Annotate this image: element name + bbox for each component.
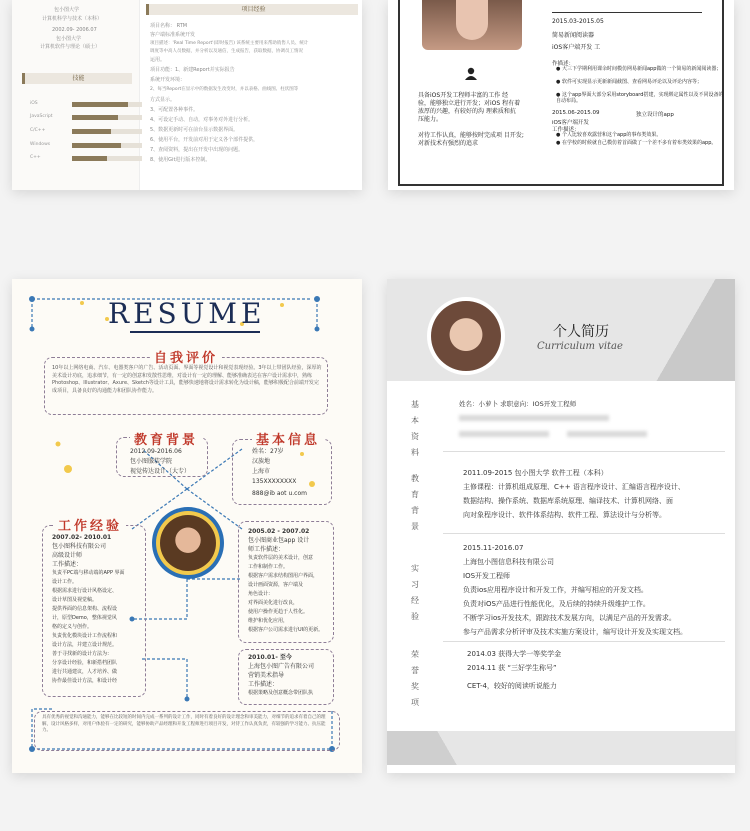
section-label-basic [387, 397, 443, 461]
exp-bullet: ● 软件可实现显示更新新闻截图、查看网易评论以及评论内容等； [556, 79, 702, 85]
summary-line: 验，能够独立进行开发；对iOS 程有着 [418, 100, 521, 107]
work-line: 参与产品需求分析评审及技术实施方案设计，编写设计开发及实现文档。 [463, 628, 687, 636]
education-heading: 教育背景 [130, 429, 202, 448]
work-line: 设计草图及视觉稿。 [52, 597, 98, 603]
basic-info-line: 姓名：27岁 [252, 448, 284, 455]
project-line: 5、数据更新时可在前台显示数据界面。 [150, 127, 239, 133]
work-line: 设计画面资源，客户端及 [248, 582, 304, 588]
project-line: 4、可设定手动、自动，对事务对外进行分析。 [150, 117, 254, 123]
resume-subtitle: Curriculum vitae [537, 341, 623, 352]
summary-line: 对待工作认真，能够按时完成项 目开发; [418, 132, 524, 139]
project-name: 项目名称： RTM [150, 23, 188, 29]
resume-preview-card-2[interactable] [388, 0, 734, 190]
self-summary [418, 92, 538, 148]
project-line: 运用。 [150, 57, 166, 63]
section-label-text: 基本资料 [411, 400, 419, 457]
education-line: 向对象程序设计、软件体系结构、软件工程、算法设计与分析等。 [463, 511, 666, 519]
award-line: 2014.11 获 “三好学生称号” [467, 664, 557, 672]
work-line: 上海包小图信息科技有限公司 [463, 558, 554, 566]
project-line: 6、使用平台，开发前对用于定义各个部件提供， [150, 137, 259, 143]
basic-info-line: 上海市 [252, 468, 271, 475]
section-label-text: 实习经验 [411, 564, 419, 621]
work-line: 负责优化模块设计工作流程和 [52, 633, 118, 639]
section-label-internship [387, 561, 443, 625]
basic-info-heading: 基本信息 [252, 429, 324, 448]
work-line: 高级设计师 [52, 552, 83, 559]
work-line: 进行共通建议，人才培养、做 [52, 669, 118, 675]
work-line: 上海包小图广告有限公司 [248, 663, 315, 670]
work-line: 根据客户公司需求进行UI的更新。 [248, 627, 324, 633]
work-line: 师工作描述： [248, 546, 285, 553]
work-line: 协作最佳设计方法，和设计经 [52, 678, 118, 684]
skill-bar [72, 143, 142, 148]
title-underline [130, 331, 260, 333]
exp-title: 简易新闻阅读器 [552, 32, 595, 39]
work-line: 设计方法，并建立设计规范。 [52, 642, 118, 648]
work-line: 2005.02 - 2007.02 [248, 528, 310, 535]
section-label-text: 荣誉奖项 [411, 650, 419, 707]
exp-bullet: ● 在学校的时候就自己模仿着首面做了一个差不多有着布类效果的app。 [556, 140, 717, 146]
project-line: 调度等中高人员数据，并分析以及通信，生成报告，获取数据，协调员工情况 [150, 49, 303, 54]
self-evaluation-heading: 自我评价 [150, 347, 222, 366]
skill-name: Windows [30, 142, 51, 147]
skill-bar [72, 156, 142, 161]
work-right-top-text [248, 527, 332, 635]
work-line: 根据需求进行设计风格设定、 [52, 588, 118, 594]
work-line: 负责对iOS产品进行性能优化，及后续的持续升级维护工作。 [463, 600, 650, 608]
work-line: 工作描述： [248, 681, 279, 688]
basic-info-line: 888@ib aot u.com [252, 490, 307, 497]
award-line: CET-4，较好的阅读听说能力 [467, 682, 557, 690]
project-line: 方式显示。 [150, 97, 176, 103]
project-line: 2、每当Report在显示中的数据发生改变时，并以表格、曲线图、柱状图等 [150, 87, 299, 92]
edu-line: 2002.09- 2006.07 [52, 27, 97, 33]
self-evaluation-text: 10年以上网络电商、汽车、电器类客户的广告、活动页面、界面等视觉设计和视觉表现经验。3年以上带团队经验，深厚的美术设计功底，追求细节，有一定的创意和发散性思维，对设计有一定的理解、能够准确表达在客户设计需求中，熟练Photoshop、Illustrator、Axure、Sketch等设计工具，能够快速地将设计需求转化为设计稿，能够积极配合前端开发完成项目，具备良好的沟通能力和团队协作能力。 [52, 365, 322, 394]
basic-info-line: 姓名：小萝卜 求职意向：IOS开发工程师 [459, 400, 577, 408]
work-line: 包小图科技有限公司 [52, 543, 107, 550]
skill-bar-fill [72, 102, 128, 107]
skill-bar-fill [72, 115, 118, 120]
exp-desc-label: 工作描述： [552, 127, 580, 133]
work-line: 不断学习ios开发技术，跟踪技术发展方向，以满足产品的开发需求。 [463, 614, 676, 622]
education-line: 视觉传达设计（大专） [130, 468, 191, 475]
avatar [152, 507, 224, 579]
education-line: 包小图服装学院 [130, 458, 173, 465]
work-line: 对界面美化进行改良， [248, 600, 299, 606]
exp-role: iOS客户端开发 [552, 120, 589, 126]
work-line: 2007.02- 2010.01 [52, 534, 112, 541]
skill-bar [72, 115, 142, 120]
education-line: 数据结构、操作系统、数据库系统原理、编译技术、计算机网络、面 [463, 497, 673, 505]
work-line: 负责ios应用程序设计和开发工作，并编写相应的开发文档。 [463, 586, 648, 594]
education-line: 2012.09-2016.06 [130, 448, 182, 455]
work-line: 角色设计： [248, 591, 274, 597]
summary-line: 压能力。 [418, 116, 443, 123]
divider [552, 12, 702, 13]
header-slant [637, 279, 735, 381]
work-line: IOS开发工程师 [463, 572, 511, 580]
blurred-info [459, 415, 609, 421]
section-divider [443, 451, 725, 452]
basic-info-line: 135XXXXXXXX [252, 478, 297, 485]
exp-bullet: ● 这个app界面大部分采用storyboard搭建，实现绑定属性以及不同设备的自动布局。 [556, 92, 724, 104]
project-line: 3、可配置各种事件。 [150, 107, 199, 113]
project-line: 8、使用Git进行版本控制。 [150, 157, 211, 163]
resume-preview-card-4[interactable] [387, 279, 735, 773]
work-left-text [52, 533, 144, 686]
work-experience-heading: 工作经验 [54, 515, 126, 534]
work-line: 提供界面的信息架构、流程设 [52, 606, 118, 612]
exp-date: 2015.03-2015.05 [552, 18, 604, 25]
resume-title: 个人简历 [553, 324, 609, 340]
work-line: 根据策略及创意概念带团队执 [248, 690, 314, 696]
work-line: 2010.01- 至今 [248, 654, 292, 661]
skill-bar [72, 129, 142, 134]
skills-heading: 技能 [22, 73, 132, 84]
skill-name: C++ [30, 155, 41, 160]
work-line: 善于寻找新的设计方法为： [52, 651, 113, 657]
skill-bar-fill [72, 143, 121, 148]
skill-bar-fill [72, 156, 107, 161]
edu-line: 包小图大学 [54, 7, 80, 13]
resume-preview-card-3[interactable] [12, 279, 362, 773]
left-column [12, 0, 140, 190]
resume-title: RESUME [108, 297, 266, 330]
work-line: 负责软件层的美术设计，创意 [248, 555, 314, 561]
edu-line: 计算机软件与理论（硕士） [40, 44, 101, 50]
summary-line: 浓厚的兴趣，有较好的沟 理素质和抗 [418, 108, 516, 115]
section-divider [443, 641, 725, 642]
section-label-awards [387, 647, 443, 711]
project-line: 项目描述：'Real Time Report'(即时报告) 该系统主要用来帮助销售人员、统计 [150, 41, 309, 46]
avatar [427, 297, 505, 375]
face-shape [456, 0, 488, 40]
project-line: 系统开发环境： [150, 77, 186, 83]
project-line: 客户端标准系统开发 [150, 32, 196, 38]
summary-line: 对新技术有强烈的追求 [418, 140, 479, 147]
work-line: 格的定义与创作。 [52, 624, 93, 630]
exp-title: 独立设计的app [636, 112, 674, 118]
section-divider [443, 533, 725, 534]
work-line: 根据客户需求结构图用户界面， [248, 573, 319, 579]
skill-name: iOS [30, 101, 38, 106]
work-line: 营销美术指导 [248, 672, 285, 679]
resume-preview-card-1[interactable] [12, 0, 362, 190]
work-right-bottom-text [248, 653, 332, 698]
skill-name: C/C++ [30, 128, 46, 133]
experience-heading: 项目经验 [146, 4, 358, 15]
basic-info-line: 汉族地 [252, 458, 271, 465]
skill-bar-fill [72, 129, 111, 134]
summary-text: 具有优秀的视觉和沟通能力，能够在比较短的时间内完成一系列的设计工作，同时有着良好的设计理念和审美能力，对细节的追求有着自己的理解，设计风格多样，对用户体验有一定的研究，能够协助产品经理和开发工程师进行项目开发，对待工作认真负责，有较强的学习能力、抗压能力。 [42, 715, 326, 733]
right-column [146, 0, 362, 190]
exp-desc-label: 作描述： [552, 61, 575, 67]
work-line: 2015.11-2016.07 [463, 544, 524, 552]
work-line: 维护和优化应用， [248, 618, 289, 624]
edu-line: 计算机科学与技术（本科） [42, 16, 103, 22]
work-line: 工作描述： [52, 561, 83, 568]
person-icon [464, 66, 478, 80]
work-line: 负责平PC端与移动端的APP 界面 [52, 570, 125, 576]
footer-slant [387, 731, 507, 765]
work-line: 分享设计经验，和新搭档团队 [52, 660, 118, 666]
work-line: 工作和制作工作。 [248, 564, 289, 570]
work-line: 使用户操作更趋于人性化。 [248, 609, 309, 615]
blurred-info [567, 431, 647, 437]
blurred-info [459, 431, 549, 437]
work-line: 计，原型Demo，整体视觉风 [52, 615, 117, 621]
project-line: 7、查阅资料，提出在开发中出现的问题。 [150, 147, 244, 153]
profile-photo [422, 0, 522, 50]
section-label-text: 教育背景 [411, 474, 419, 531]
project-line: 项目功能：1、新建Report并实际报告 [150, 67, 235, 73]
education-line: 2011.09-2015 包小图大学 软件工程（本科） [463, 469, 608, 477]
work-line: 包小图商业包app 设计 [248, 537, 310, 544]
section-label-education [387, 471, 443, 535]
education-line: 主修课程：计算机组成原理、C++ 语言程序设计、汇编语言程序设计、 [463, 483, 685, 491]
edu-line: 包小图大学 [56, 36, 82, 42]
summary-line: 具备iOS开发工程师丰富的工作 经 [418, 92, 509, 99]
exp-date: 2015.06-2015.09 [552, 110, 600, 116]
exp-bullet: ● 大三下学期利用课余时间模仿网易新闻app做的一个简易的新闻阅读器； [556, 66, 722, 72]
exp-role: iOS客户端开发 工 [552, 44, 601, 51]
skill-name: JavaScript [30, 114, 53, 119]
skill-bar [72, 102, 142, 107]
work-line: 设计工作。 [52, 579, 78, 585]
exp-bullet: ● 个人比较喜欢露营和这个app的事布类效果。 [556, 132, 662, 138]
award-line: 2014.03 获得大学一等奖学金 [467, 650, 562, 658]
